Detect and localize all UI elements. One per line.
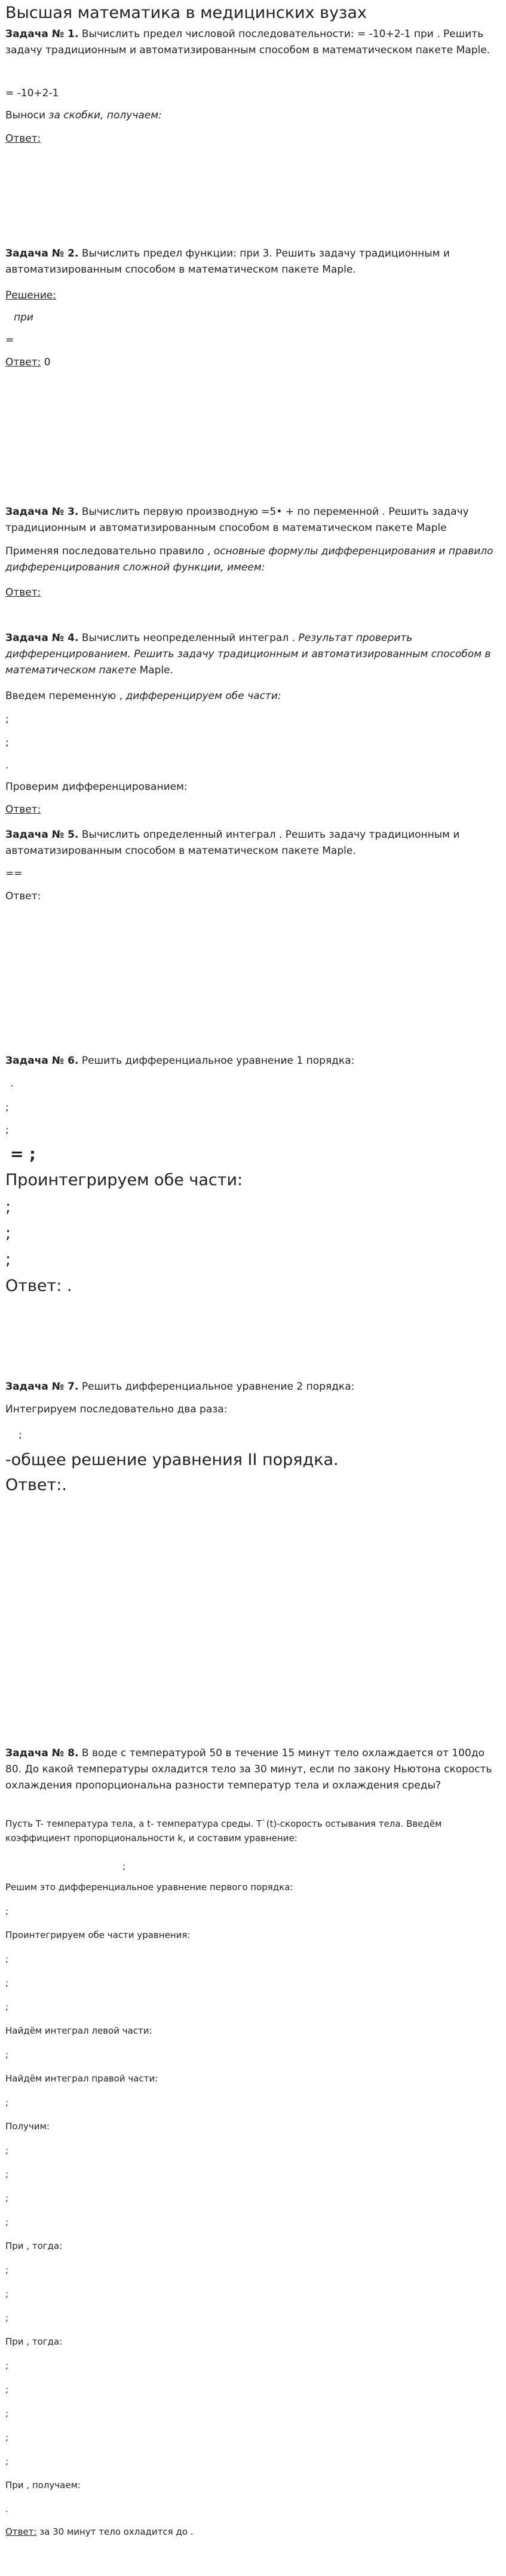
task-8-step-2: ; [5, 1954, 9, 1964]
task-8-step-3: ; [5, 1977, 9, 1988]
task-4-line-1 [5, 690, 281, 702]
task-2-answer [5, 356, 51, 368]
task-4-text-a: Вычислить неопределенный интеграл . [81, 632, 299, 644]
task-6-equation: = ; [10, 1145, 36, 1164]
task-8-step-7: ; [5, 2145, 9, 2156]
task-4-text-c: Maple. [136, 664, 174, 676]
task-1-line-1: = -10+2-1 [5, 87, 59, 99]
task-4-answer: Ответ: [5, 804, 41, 816]
task-2-text: Вычислить предел функции: при 3. Решить задачу традиционным и автоматизированным способом в математическом пакете Maple. [5, 248, 450, 276]
task-3-statement [5, 504, 495, 536]
task-8-step-10: ; [5, 2217, 9, 2227]
task-4-line-1-start: Введем переменную , [5, 690, 126, 702]
task-6-text: Решить дифференциальное уравнение 1 порядка: [81, 1055, 355, 1067]
task-6-step-6: ; [5, 1250, 11, 1269]
task-1-answer: Ответ: [5, 133, 41, 145]
task-8-step-6: ; [5, 2097, 9, 2108]
task-8-paragraph-5: Найдём интеграл правой части: [5, 2073, 158, 2084]
task-2-heading: Задача № 2. [5, 248, 79, 260]
task-8-step-17: ; [5, 2432, 9, 2443]
task-7-general-solution: -общее решение уравнения II порядка. [5, 1451, 339, 1469]
task-6-heading: Задача № 6. [5, 1055, 79, 1067]
task-3-line-1-rest: основные формулы дифференцирования и правило дифференцирования сложной функции, имеем: [5, 545, 493, 573]
task-8-paragraph-9: При , получаем: [5, 2480, 81, 2490]
task-2-statement [5, 246, 495, 278]
task-5-line-1: == [5, 868, 23, 880]
task-8-step-14: ; [5, 2360, 9, 2371]
task-8-step-12: ; [5, 2288, 9, 2299]
task-8-step-11: ; [5, 2264, 9, 2275]
task-2-answer-label: Ответ: [5, 356, 41, 368]
task-8-text: В воде с температурой 50 в течение 15 минут тело охлаждается от 100до 80. До какой температуры охладится тело за 30 минут, если по закону Ньютона скорость охлаждения пропорциональна разности температур тела и охлаждения среды? [5, 1747, 492, 1791]
task-8-paragraph-3: Проинтегрируем обе части уравнения: [5, 1930, 191, 1940]
task-1-line-2-start: Выноси [5, 109, 49, 121]
task-3-answer: Ответ: [5, 587, 41, 599]
task-6-integrate-label: Проинтегрируем обе части: [5, 1171, 243, 1189]
task-7-answer: Ответ:. [5, 1476, 67, 1494]
task-8-statement [5, 1745, 495, 1794]
task-6-statement [5, 1055, 354, 1067]
task-8-paragraph-7: При , тогда: [5, 2241, 63, 2251]
task-8-paragraph-6: Получим: [5, 2121, 50, 2132]
task-1-line-2 [5, 109, 162, 121]
task-5-statement [5, 827, 495, 859]
task-2-line-1: при [14, 312, 33, 323]
task-7-step-1: ; [19, 1429, 22, 1441]
task-4-line-1-rest: дифференцируем обе части: [125, 690, 281, 702]
task-6-step-4: ; [5, 1198, 11, 1216]
task-8-heading: Задача № 8. [5, 1747, 79, 1759]
task-4-text-b: Результат проверить дифференцированием. Решить задачу традиционным и автоматизированным способом в математическом пакете [5, 632, 491, 676]
task-8-step-4: ; [5, 2001, 9, 2012]
task-3-line-1-start: Применяя последовательно правило , [5, 545, 214, 557]
task-8-paragraph-2: Решим это дифференциальное уравнение первого порядка: [5, 1882, 293, 1893]
task-8-step-15: ; [5, 2384, 9, 2395]
task-6-answer: Ответ: . [5, 1277, 72, 1295]
task-8-paragraph-8: При , тогда: [5, 2336, 63, 2347]
task-8-answer-label: Ответ: [5, 2526, 37, 2537]
task-8-step-0: ; [122, 1861, 126, 1872]
task-5-answer: Ответ: [5, 890, 41, 902]
task-8-answer [5, 2526, 194, 2537]
task-8-step-8: ; [5, 2169, 9, 2180]
task-8-step-19: . [5, 2504, 8, 2514]
task-1-heading: Задача № 1. [5, 28, 79, 40]
task-1-statement [5, 26, 495, 59]
task-6-step-3: ; [5, 1124, 9, 1136]
task-3-heading: Задача № 3. [5, 506, 79, 518]
task-7-text: Решить дифференциальное уравнение 2 порядка: [81, 1381, 355, 1393]
task-6-step-2: ; [5, 1101, 9, 1113]
task-4-step-1: ; [5, 713, 9, 725]
task-6-step-1: . [10, 1078, 14, 1089]
task-7-heading: Задача № 7. [5, 1381, 79, 1393]
task-3-line-1 [5, 544, 495, 576]
task-8-paragraph-1: Пусть T- температура тела, а t- температура среды. T`(t)-скорость остывания тела. Введём коэффициент пропорциональности k, и составим уравнение: [5, 1818, 442, 1844]
task-7-line-1: Интегрируем последовательно два раза: [5, 1403, 228, 1415]
task-8-step-5: ; [5, 2049, 9, 2060]
task-8-paragraph-4: Найдём интеграл левой части: [5, 2025, 152, 2036]
task-6-step-5: ; [5, 1224, 11, 1243]
task-4-check: Проверим дифференцированием: [5, 781, 188, 793]
task-8-step-13: ; [5, 2312, 9, 2323]
task-4-heading: Задача № 4. [5, 632, 79, 644]
task-8-step-16: ; [5, 2408, 9, 2419]
task-8-step-18: ; [5, 2456, 9, 2467]
task-1-text: Вычислить предел числовой последовательности: = -10+2-1 при . Решить задачу традиционным и автоматизированным способом в математическом пакете Maple. [5, 28, 490, 56]
task-2-answer-value: 0 [41, 356, 51, 368]
task-2-line-2: = [5, 334, 14, 346]
page-title: Высшая математика в медицинских вузах [5, 4, 367, 22]
task-5-text: Вычислить определенный интеграл . Решить задачу традиционным и автоматизированным способом в математическом пакете Maple. [5, 829, 460, 857]
task-7-statement [5, 1381, 354, 1393]
task-5-heading: Задача № 5. [5, 829, 79, 841]
task-3-text: Вычислить первую производную =5• + по переменной . Решить задачу традиционным и автоматизированным способом в математическом пакете Maple [5, 506, 469, 534]
task-2-solution-label: Решение: [5, 289, 57, 301]
task-1-line-2-rest: за скобки, получаем: [48, 109, 162, 121]
task-4-step-2: ; [5, 737, 9, 749]
task-8-answer-text: за 30 минут тело охладится до . [36, 2526, 194, 2537]
task-4-statement [5, 630, 495, 679]
task-4-step-3: . [5, 759, 9, 771]
task-8-step-9: ; [5, 2193, 9, 2203]
task-8-step-1: ; [5, 1906, 9, 1916]
